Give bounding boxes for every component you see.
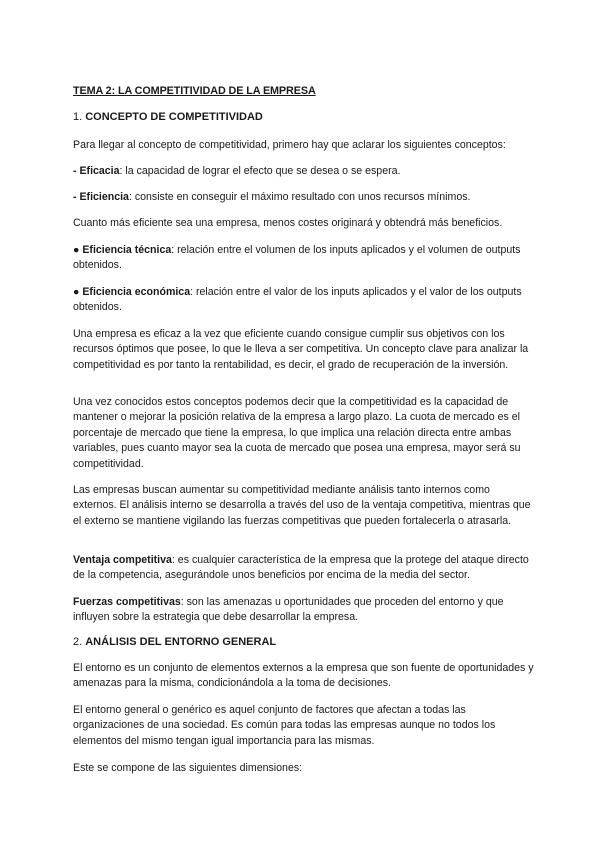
section-2-heading <box>73 635 535 650</box>
eficacia-term: - Eficacia <box>73 165 120 177</box>
eficiencia-economica-text: : relación entre el valor de los inputs aplicados y el valor de los outputs obtenidos. <box>73 286 522 314</box>
eficacia-definition <box>73 164 535 179</box>
fuerzas-competitivas-term: Fuerzas competitivas <box>73 596 181 608</box>
section-1-heading <box>73 110 535 125</box>
bullet-icon: ● <box>73 244 83 256</box>
ventaja-competitiva-text: : es cualquier característica de la empresa que la protege del ataque directo de la competencia, asegurándole unos beneficios por encima de la media del sector. <box>73 554 529 582</box>
fuerzas-competitivas-text: : son las amenazas u oportunidades que proceden del entorno y que influyen sobre la estrategia que debe desarrollar la empresa. <box>73 596 504 624</box>
eficiencia-definition <box>73 190 535 205</box>
eficacia-text: : la capacidad de lograr el efecto que se desea o se espera. <box>119 165 401 177</box>
eficiencia-economica-term: Eficiencia económica <box>82 286 191 298</box>
ventaja-competitiva-paragraph <box>73 553 535 584</box>
eficiencia-term: - Eficiencia <box>73 191 129 203</box>
eficiencia-text: : consiste en conseguir el máximo resultado con unos recursos mínimos. <box>128 191 471 203</box>
fuerzas-competitivas-paragraph <box>73 595 535 626</box>
section-2-title: ANÁLISIS DEL ENTORNO GENERAL <box>85 636 277 648</box>
dimensiones-paragraph: Este se compone de las siguientes dimensiones: <box>73 762 303 774</box>
bullet-icon: ● <box>73 286 83 298</box>
section-1-number: 1. <box>73 111 86 123</box>
document-title: TEMA 2: LA COMPETITIVIDAD DE LA EMPRESA <box>73 85 316 97</box>
cuanto-paragraph: Cuanto más eficiente sea una empresa, menos costes originará y obtendrá más beneficios. <box>73 217 503 229</box>
ventaja-competitiva-term: Ventaja competitiva <box>73 554 172 566</box>
analisis-paragraph: Las empresas buscan aumentar su competitividad mediante análisis tanto internos como externos. El análisis interno se desarrolla a través del uso de la ventaja competitiva, mientras que el externo se mantiene vigilando las fuerzas competitivas que pueden fortalecerla o atrasarla. <box>73 484 531 527</box>
eficiencia-tecnica-item <box>73 243 535 274</box>
eficiencia-tecnica-term: Eficiencia técnica <box>82 244 172 256</box>
entorno-paragraph: El entorno es un conjunto de elementos externos a la empresa que son fuente de oportunidades y amenazas para la misma, condicionándola a la toma de decisiones. <box>73 662 534 690</box>
eficiencia-economica-item <box>73 285 535 316</box>
section-2-number: 2. <box>73 636 86 648</box>
eficaz-paragraph: Una empresa es eficaz a la vez que eficiente cuando consigue cumplir sus objetivos con los recursos óptimos que posee, lo que le lleva a ser competitiva. Un concepto clave para analizar la competitividad es por tanto la rentabilidad, es decir, el grado de recuperación de la inversión. <box>73 328 529 371</box>
section-1-title: CONCEPTO DE COMPETITIVIDAD <box>85 111 263 123</box>
competitividad-paragraph: Una vez conocidos estos conceptos podemos decir que la competitividad es la capacidad de mantener o mejorar la posición relativa de la empresa a largo plazo. La cuota de mercado es el porcentaje de mercado que tiene la empresa, lo que implica una relación directa entre ambas variables, pues cuanto mayor sea la cuota de mercado que posea una empresa, mayor será su competitividad. <box>73 396 521 470</box>
intro-paragraph: Para llegar al concepto de competitividad, primero hay que aclarar los siguientes conceptos: <box>73 139 506 151</box>
entorno-general-paragraph: El entorno general o genérico es aquel conjunto de factores que afectan a todas las organizaciones de una sociedad. Es común para todas las empresas aunque no todos los elementos del mismo tengan igual importancia para las mismas. <box>73 704 496 747</box>
eficiencia-tecnica-text: : relación entre el volumen de los inputs aplicados y el volumen de outputs obtenidos. <box>73 244 521 272</box>
